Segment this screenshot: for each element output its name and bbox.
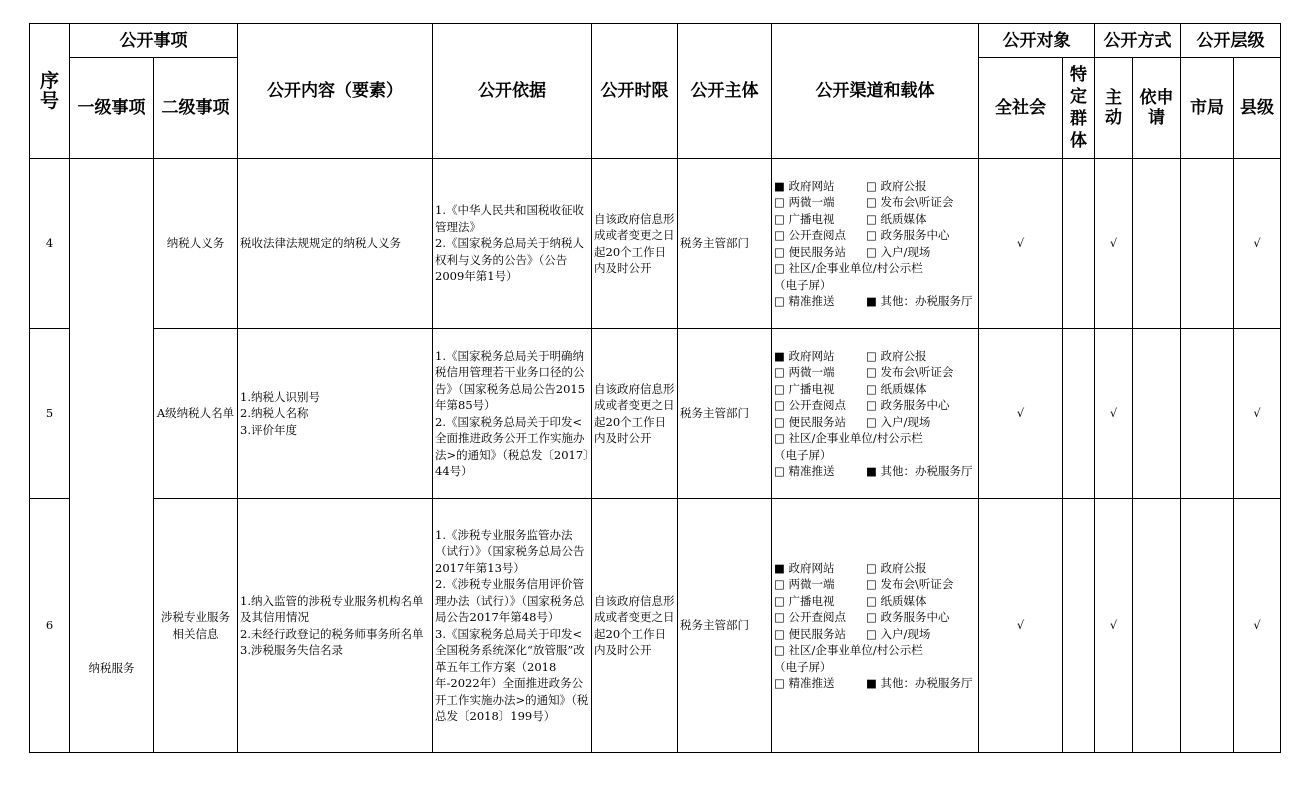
level2-item: A级纳税人名单 [154, 329, 238, 499]
level2-item: 涉税专业服务相关信息 [154, 499, 238, 753]
header-serial: 序号 [30, 24, 70, 159]
mark-city [1181, 499, 1234, 753]
row-serial: 6 [30, 499, 70, 753]
basis-cell: 1.《国家税务总局关于明确纳税信用管理若干业务口径的公告》（国家税务总局公告2015年第85号） 2.《国家税务总局关于印发<全面推进政务公开工作实施办法>的通知》（税总发〔2017〕44号） [433, 329, 592, 499]
header-subject: 公开主体 [678, 24, 772, 159]
checkbox: □ [866, 365, 877, 379]
mark-city [1181, 159, 1234, 329]
header-level-city: 市局 [1181, 58, 1234, 159]
checkbox-checked: ■ [866, 294, 877, 308]
checkbox: □ [866, 195, 877, 209]
time-limit-cell: 自该政府信息形成或者变更之日起20个工作日内及时公开 [592, 159, 678, 329]
checkbox: □ [866, 626, 877, 641]
content-cell: 1.纳税人识别号 2.纳税人名称 3.评价年度 [238, 329, 433, 499]
channels-cell: ■ 政府网站 □ 政府公报 □ 两微一端 □ 发布会\听证会 □ 广播电视 □ 纸质媒体 □ 公开查阅点 □ 政务服务中心 □ 便民服务站 □ 入户/现场 □ 社区/企事业单位/村公示栏 （电子屏） □ 精准推送 ■ 其他：办税服务厅 [772, 159, 979, 329]
subject-cell: 税务主管部门 [678, 499, 772, 753]
checkbox: □ [866, 244, 877, 259]
row-serial: 4 [30, 159, 70, 329]
level2-item: 纳税人义务 [154, 159, 238, 329]
checkbox: □ [774, 294, 785, 308]
channels-cell: ■ 政府网站 □ 政府公报 □ 两微一端 □ 发布会\听证会 □ 广播电视 □ 纸质媒体 □ 公开查阅点 □ 政务服务中心 □ 便民服务站 □ 入户/现场 □ 社区/企事业单位/村公示栏 （电子屏） □ 精准推送 ■ 其他：办税服务厅 [772, 329, 979, 499]
header-level2: 二级事项 [154, 58, 238, 159]
checkbox: □ [774, 261, 785, 275]
header-target-specific: 特定群体 [1063, 58, 1095, 159]
checkbox: □ [774, 211, 785, 226]
mark-county: √ [1234, 159, 1281, 329]
mark-specific-group [1063, 159, 1095, 329]
time-limit-cell: 自该政府信息形成或者变更之日起20个工作日内及时公开 [592, 329, 678, 499]
mark-apply [1133, 499, 1181, 753]
checkbox: □ [774, 431, 785, 445]
checkbox-checked: ■ [774, 348, 785, 363]
checkbox: □ [866, 577, 877, 591]
checkbox-checked: ■ [774, 178, 785, 193]
header-channels: 公开渠道和载体 [772, 24, 979, 159]
row-serial: 5 [30, 329, 70, 499]
checkbox: □ [866, 414, 877, 429]
header-target-group: 公开对象 [979, 24, 1095, 58]
checkbox: □ [774, 228, 785, 242]
mark-specific-group [1063, 499, 1095, 753]
checkbox: □ [774, 610, 785, 624]
checkbox: □ [774, 381, 785, 396]
checkbox-checked: ■ [774, 560, 785, 575]
header-level-county: 县级 [1234, 58, 1281, 159]
checkbox: □ [866, 178, 877, 193]
checkbox-checked: ■ [866, 676, 877, 690]
checkbox: □ [866, 398, 877, 412]
checkbox: □ [866, 610, 877, 624]
mark-active: √ [1095, 329, 1133, 499]
checkbox: □ [866, 228, 877, 242]
mark-county: √ [1234, 499, 1281, 753]
header-items-group: 公开事项 [70, 24, 238, 58]
subject-cell: 税务主管部门 [678, 159, 772, 329]
mark-county: √ [1234, 329, 1281, 499]
checkbox: □ [866, 381, 877, 396]
content-cell: 税收法律法规规定的纳税人义务 [238, 159, 433, 329]
checkbox: □ [866, 348, 877, 363]
subject-cell: 税务主管部门 [678, 329, 772, 499]
level1-item: 纳税服务 [70, 159, 154, 753]
checkbox: □ [774, 365, 785, 379]
header-basis: 公开依据 [433, 24, 592, 159]
checkbox: □ [774, 398, 785, 412]
table-row [30, 499, 1281, 753]
checkbox: □ [774, 464, 785, 478]
content-cell: 1.纳入监管的涉税专业服务机构名单及其信用情况 2.未经行政登记的税务师事务所名单 3.涉税服务失信名录 [238, 499, 433, 753]
checkbox: □ [774, 643, 785, 657]
mark-all-society: √ [979, 499, 1063, 753]
channels-cell: ■ 政府网站 □ 政府公报 □ 两微一端 □ 发布会\听证会 □ 广播电视 □ 纸质媒体 □ 公开查阅点 □ 政务服务中心 □ 便民服务站 □ 入户/现场 □ 社区/企事业单位/村公示栏 （电子屏） □ 精准推送 ■ 其他：办税服务厅 [772, 499, 979, 753]
mark-all-society: √ [979, 159, 1063, 329]
checkbox: □ [866, 211, 877, 226]
mark-apply [1133, 329, 1181, 499]
checkbox: □ [774, 414, 785, 429]
time-limit-cell: 自该政府信息形成或者变更之日起20个工作日内及时公开 [592, 499, 678, 753]
checkbox: □ [774, 676, 785, 690]
checkbox: □ [774, 244, 785, 259]
header-method-group: 公开方式 [1095, 24, 1181, 58]
table-row [30, 159, 1281, 329]
disclosure-table [29, 23, 1281, 753]
checkbox: □ [774, 626, 785, 641]
header-method-apply: 依申请 [1133, 58, 1181, 159]
checkbox: □ [774, 195, 785, 209]
header-time-limit: 公开时限 [592, 24, 678, 159]
table-row [30, 329, 1281, 499]
mark-active: √ [1095, 159, 1133, 329]
header-method-active: 主动 [1095, 58, 1133, 159]
mark-all-society: √ [979, 329, 1063, 499]
header-level-group: 公开层级 [1181, 24, 1281, 58]
header-level1: 一级事项 [70, 58, 154, 159]
checkbox: □ [866, 560, 877, 575]
checkbox: □ [774, 593, 785, 608]
checkbox: □ [774, 577, 785, 591]
mark-active: √ [1095, 499, 1133, 753]
mark-specific-group [1063, 329, 1095, 499]
mark-apply [1133, 159, 1181, 329]
checkbox: □ [866, 593, 877, 608]
basis-cell: 1.《涉税专业服务监管办法（试行）》（国家税务总局公告2017年第13号） 2.《涉税专业服务信用评价管理办法（试行）》（国家税务总局公告2017年第48号） 3.《国家税务总局关于印发<全国税务系统深化“放管服”改革五年工作方案（2018年-2022年）全面推进政务公开工作实施办法>的通知》（税总发〔2018〕199号） [433, 499, 592, 753]
header-target-all: 全社会 [979, 58, 1063, 159]
basis-cell: 1.《中华人民共和国税收征收管理法》 2.《国家税务总局关于纳税人权利与义务的公告》（公告2009年第1号） [433, 159, 592, 329]
checkbox-checked: ■ [866, 464, 877, 478]
mark-city [1181, 329, 1234, 499]
header-content: 公开内容（要素） [238, 24, 433, 159]
